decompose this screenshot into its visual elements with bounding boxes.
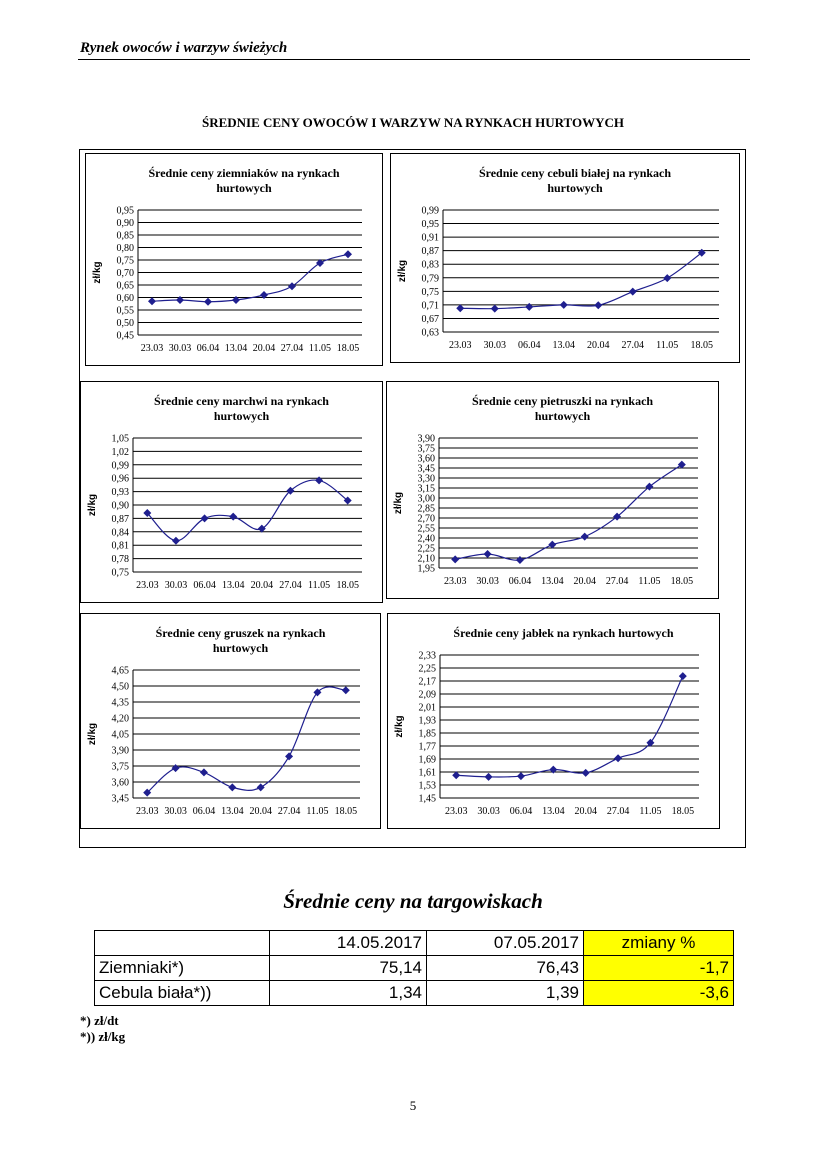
y-tick-label: 2,17 bbox=[418, 676, 436, 688]
y-tick-label: 0,96 bbox=[111, 473, 129, 485]
header-divider bbox=[78, 59, 750, 60]
x-tick-label: 06.04 bbox=[193, 580, 216, 591]
table-cell: 1,34 bbox=[270, 981, 427, 1006]
data-point bbox=[614, 754, 622, 762]
table-cell: 75,14 bbox=[270, 956, 427, 981]
x-tick-label: 06.04 bbox=[518, 340, 541, 351]
chart-title: Średnie ceny gruszek na rynkach bbox=[155, 626, 326, 640]
x-tick-label: 30.03 bbox=[168, 343, 192, 354]
chart-title: Średnie ceny marchwi na rynkach bbox=[154, 394, 329, 408]
y-tick-label: 1,85 bbox=[418, 728, 436, 740]
data-point bbox=[525, 303, 533, 311]
x-tick-label: 20.04 bbox=[574, 806, 597, 817]
footnote: *)) zł/kg bbox=[80, 1029, 126, 1044]
footnote: *) zł/dt bbox=[80, 1013, 119, 1028]
y-tick-label: 3,45 bbox=[111, 793, 129, 805]
y-tick-label: 0,67 bbox=[421, 313, 439, 325]
data-point bbox=[172, 764, 180, 772]
x-tick-label: 30.03 bbox=[483, 340, 506, 351]
table-cell: 1,39 bbox=[427, 981, 584, 1006]
y-axis-label: zł/kg bbox=[393, 491, 404, 515]
data-point bbox=[456, 304, 464, 312]
y-tick-label: 0,93 bbox=[111, 487, 129, 499]
chart-carrot bbox=[80, 381, 383, 603]
y-tick-label: 0,55 bbox=[116, 305, 134, 317]
y-axis-label: zł/kg bbox=[87, 493, 98, 517]
x-tick-label: 06.04 bbox=[508, 576, 532, 587]
table-header-row bbox=[95, 931, 734, 956]
y-tick-label: 0,71 bbox=[421, 300, 439, 312]
data-point bbox=[342, 686, 350, 694]
y-tick-label: 0,95 bbox=[421, 219, 439, 231]
y-tick-label: 4,35 bbox=[111, 697, 129, 709]
data-point bbox=[663, 274, 671, 282]
x-tick-label: 20.04 bbox=[252, 343, 276, 354]
data-point bbox=[485, 773, 493, 781]
page-number: 5 bbox=[409, 1098, 417, 1113]
y-tick-label: 0,91 bbox=[421, 232, 439, 244]
data-point bbox=[491, 305, 499, 313]
data-point bbox=[257, 783, 265, 791]
x-tick-label: 23.03 bbox=[444, 806, 468, 817]
data-point bbox=[560, 301, 568, 309]
chart-title: Średnie ceny jabłek na rynkach hurtowych bbox=[453, 626, 674, 640]
y-tick-label: 3,90 bbox=[417, 433, 435, 445]
series-line bbox=[460, 253, 702, 309]
x-tick-label: 23.03 bbox=[449, 340, 472, 351]
y-tick-label: 3,00 bbox=[417, 493, 435, 505]
chart-title: hurtowych bbox=[534, 409, 591, 423]
y-tick-label: 2,10 bbox=[417, 553, 435, 565]
x-tick-label: 11.05 bbox=[308, 343, 332, 354]
x-tick-label: 27.04 bbox=[606, 806, 630, 817]
y-tick-label: 0,75 bbox=[421, 286, 439, 298]
x-tick-label: 13.04 bbox=[224, 343, 248, 354]
chart-title: hurtowych bbox=[212, 641, 269, 655]
x-tick-label: 11.05 bbox=[307, 580, 331, 591]
y-tick-label: 2,33 bbox=[418, 650, 436, 662]
chart-title: Średnie ceny pietruszki na rynkach bbox=[471, 394, 654, 408]
y-tick-label: 3,45 bbox=[417, 463, 435, 475]
x-tick-label: 18.05 bbox=[334, 806, 358, 817]
data-point bbox=[315, 476, 323, 484]
chart-pears bbox=[80, 613, 381, 829]
x-tick-label: 13.04 bbox=[221, 580, 245, 591]
y-tick-label: 1,95 bbox=[417, 563, 435, 575]
data-point bbox=[288, 282, 296, 290]
x-tick-label: 20.04 bbox=[587, 340, 610, 351]
market-prices-table bbox=[94, 930, 734, 1006]
table-row bbox=[95, 956, 734, 981]
y-tick-label: 0,99 bbox=[421, 205, 439, 217]
y-tick-label: 0,90 bbox=[116, 218, 134, 229]
y-tick-label: 0,99 bbox=[111, 460, 129, 472]
table-header-cell: 07.05.2017 bbox=[427, 931, 584, 956]
x-tick-label: 23.03 bbox=[136, 580, 159, 591]
y-tick-label: 2,40 bbox=[417, 533, 435, 545]
y-tick-label: 0,79 bbox=[421, 273, 439, 285]
x-tick-label: 11.05 bbox=[656, 340, 679, 351]
running-header: Rynek owoców i warzyw świeżych bbox=[80, 40, 288, 56]
y-tick-label: 1,53 bbox=[418, 780, 436, 792]
y-axis-label: zł/kg bbox=[394, 715, 405, 738]
y-tick-label: 1,02 bbox=[111, 446, 129, 458]
table-header-cell bbox=[95, 931, 270, 956]
chart-svg bbox=[387, 382, 718, 598]
y-tick-label: 4,65 bbox=[111, 665, 129, 677]
x-tick-label: 30.03 bbox=[477, 806, 500, 817]
table-cell: 76,43 bbox=[427, 956, 584, 981]
y-tick-label: 2,70 bbox=[417, 513, 435, 525]
data-point bbox=[582, 769, 590, 777]
y-tick-label: 0,83 bbox=[421, 259, 439, 271]
table-header-cell: zmiany % bbox=[584, 931, 734, 956]
y-tick-label: 0,80 bbox=[116, 243, 134, 254]
x-tick-label: 06.04 bbox=[196, 343, 220, 354]
y-axis-label: zł/kg bbox=[87, 722, 98, 746]
y-tick-label: 2,55 bbox=[417, 523, 435, 535]
table-cell: Cebula biała*)) bbox=[95, 981, 270, 1006]
y-axis-label: zł/kg bbox=[92, 261, 103, 284]
y-tick-label: 0,63 bbox=[421, 327, 439, 339]
chart-potatoes bbox=[85, 153, 383, 366]
y-tick-label: 0,45 bbox=[116, 330, 134, 342]
y-tick-label: 0,81 bbox=[111, 540, 129, 552]
data-point bbox=[548, 541, 556, 549]
data-point bbox=[678, 461, 686, 469]
data-point bbox=[517, 772, 525, 780]
x-tick-label: 30.03 bbox=[164, 580, 188, 591]
series-line bbox=[455, 465, 682, 561]
chart-title: Średnie ceny cebuli białej na rynkach bbox=[478, 166, 672, 180]
chart-svg bbox=[86, 154, 382, 365]
chart-svg bbox=[81, 614, 380, 828]
x-tick-label: 27.04 bbox=[277, 806, 301, 817]
x-tick-label: 27.04 bbox=[279, 580, 302, 591]
data-point bbox=[516, 556, 524, 564]
y-tick-label: 0,75 bbox=[111, 567, 129, 579]
y-tick-label: 0,87 bbox=[111, 513, 129, 525]
data-point bbox=[581, 533, 589, 541]
x-tick-label: 13.04 bbox=[542, 806, 565, 817]
table-row bbox=[95, 981, 734, 1006]
x-tick-label: 23.03 bbox=[135, 806, 159, 817]
y-tick-label: 1,45 bbox=[418, 793, 436, 805]
data-point bbox=[201, 514, 209, 522]
y-tick-label: 0,70 bbox=[116, 268, 134, 279]
y-tick-label: 2,09 bbox=[418, 689, 436, 701]
data-point bbox=[484, 550, 492, 558]
y-tick-label: 0,78 bbox=[111, 554, 129, 566]
y-tick-label: 0,95 bbox=[116, 205, 134, 217]
y-tick-label: 3,75 bbox=[417, 443, 435, 455]
chart-parsley bbox=[386, 381, 719, 599]
chart-svg bbox=[391, 154, 739, 362]
chart-svg bbox=[388, 614, 719, 828]
data-point bbox=[629, 288, 637, 296]
y-tick-label: 3,60 bbox=[417, 453, 435, 465]
data-point bbox=[172, 537, 180, 545]
x-tick-label: 13.04 bbox=[541, 576, 564, 587]
x-tick-label: 11.05 bbox=[638, 576, 661, 587]
x-tick-label: 27.04 bbox=[280, 343, 304, 354]
data-point bbox=[200, 768, 208, 776]
x-tick-label: 06.04 bbox=[509, 806, 533, 817]
table-cell: -1,7 bbox=[584, 956, 734, 981]
x-tick-label: 23.03 bbox=[140, 343, 164, 354]
data-point bbox=[204, 298, 212, 306]
chart-apples bbox=[387, 613, 720, 829]
data-point bbox=[594, 301, 602, 309]
x-tick-label: 30.03 bbox=[476, 576, 499, 587]
data-point bbox=[148, 297, 156, 305]
series-line bbox=[147, 687, 346, 793]
y-tick-label: 3,60 bbox=[111, 777, 129, 789]
x-tick-label: 11.05 bbox=[306, 806, 329, 817]
y-tick-label: 2,25 bbox=[418, 663, 436, 675]
x-tick-label: 11.05 bbox=[639, 806, 662, 817]
chart-onion bbox=[390, 153, 740, 363]
y-tick-label: 0,50 bbox=[116, 318, 134, 329]
table-cell: -3,6 bbox=[584, 981, 734, 1006]
data-point bbox=[229, 513, 237, 521]
y-tick-label: 2,01 bbox=[418, 702, 436, 714]
y-tick-label: 0,60 bbox=[116, 293, 134, 304]
chart-svg bbox=[81, 382, 382, 602]
chart-title: Średnie ceny ziemniaków na rynkach bbox=[148, 166, 340, 180]
y-tick-label: 4,05 bbox=[111, 729, 129, 741]
table-header-cell: 14.05.2017 bbox=[270, 931, 427, 956]
data-point bbox=[285, 752, 293, 760]
y-tick-label: 0,84 bbox=[111, 527, 129, 539]
section-title: ŚREDNIE CENY OWOCÓW I WARZYW NA RYNKACH HURTOWYCH bbox=[201, 115, 624, 130]
y-tick-label: 0,75 bbox=[116, 255, 134, 267]
series-line bbox=[456, 676, 683, 777]
y-tick-label: 0,65 bbox=[116, 280, 134, 292]
x-tick-label: 23.03 bbox=[443, 576, 467, 587]
y-tick-label: 1,77 bbox=[418, 741, 436, 753]
y-axis-label: zł/kg bbox=[397, 259, 408, 283]
market-prices-title: Średnie ceny na targowiskach bbox=[283, 889, 543, 913]
y-tick-label: 0,87 bbox=[421, 246, 439, 258]
x-tick-label: 18.05 bbox=[670, 576, 694, 587]
x-tick-label: 18.05 bbox=[671, 806, 695, 817]
x-tick-label: 06.04 bbox=[192, 806, 216, 817]
chart-title: hurtowych bbox=[216, 181, 272, 195]
y-tick-label: 3,15 bbox=[417, 483, 435, 495]
x-tick-label: 18.05 bbox=[690, 340, 713, 351]
x-tick-label: 20.04 bbox=[249, 806, 272, 817]
y-tick-label: 1,61 bbox=[418, 767, 436, 779]
y-tick-label: 2,85 bbox=[417, 503, 435, 515]
x-tick-label: 13.04 bbox=[221, 806, 244, 817]
data-point bbox=[679, 672, 687, 680]
y-tick-label: 0,85 bbox=[116, 230, 134, 242]
y-tick-label: 4,50 bbox=[111, 681, 129, 693]
x-tick-label: 27.04 bbox=[621, 340, 644, 351]
x-tick-label: 20.04 bbox=[573, 576, 596, 587]
x-tick-label: 13.04 bbox=[552, 340, 575, 351]
data-point bbox=[228, 783, 236, 791]
y-tick-label: 3,30 bbox=[417, 473, 435, 485]
chart-title: hurtowych bbox=[547, 181, 603, 195]
x-tick-label: 18.05 bbox=[336, 580, 359, 591]
y-tick-label: 1,05 bbox=[111, 433, 129, 445]
table-cell: Ziemniaki*) bbox=[95, 956, 270, 981]
x-tick-label: 30.03 bbox=[164, 806, 187, 817]
y-tick-label: 0,90 bbox=[111, 500, 129, 512]
chart-title: hurtowych bbox=[213, 409, 270, 423]
x-tick-label: 18.05 bbox=[336, 343, 360, 354]
y-tick-label: 2,25 bbox=[417, 543, 435, 555]
data-point bbox=[451, 555, 459, 563]
y-tick-label: 3,90 bbox=[111, 745, 129, 757]
y-tick-label: 1,93 bbox=[418, 715, 436, 727]
data-point bbox=[344, 250, 352, 258]
y-tick-label: 4,20 bbox=[111, 713, 129, 725]
x-tick-label: 20.04 bbox=[250, 580, 274, 591]
y-tick-label: 3,75 bbox=[111, 761, 129, 773]
x-tick-label: 27.04 bbox=[605, 576, 629, 587]
y-tick-label: 1,69 bbox=[418, 754, 436, 766]
